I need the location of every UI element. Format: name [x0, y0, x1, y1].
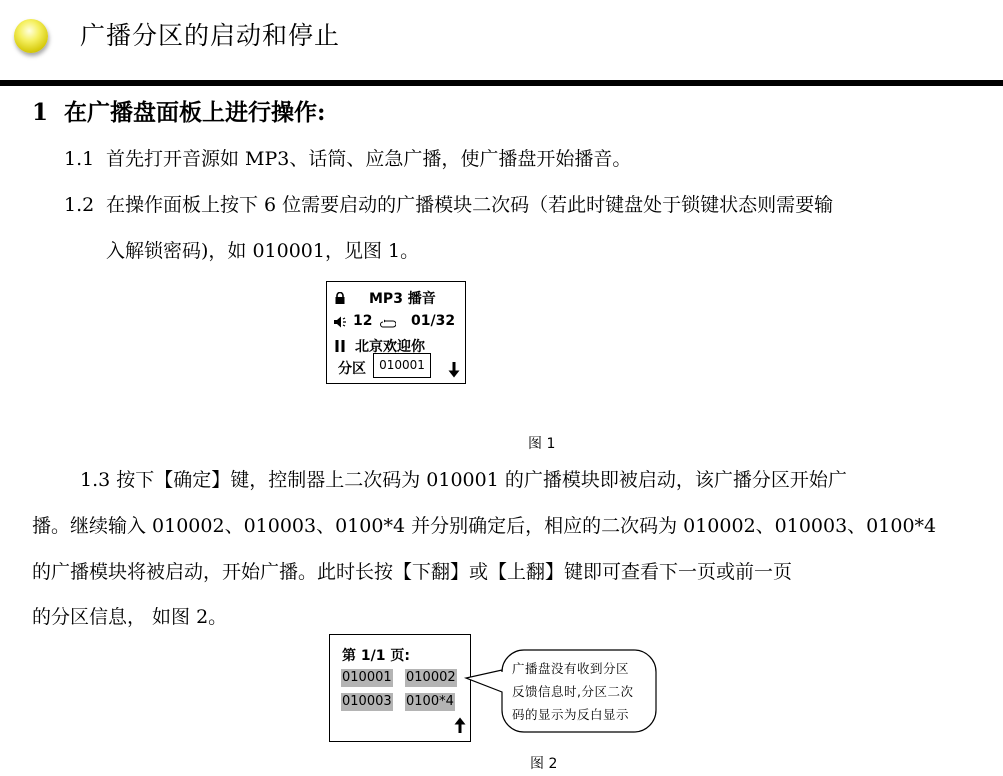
zone-label: 分区	[338, 361, 366, 377]
callout-line: 广播盘没有收到分区	[512, 661, 630, 676]
page-indicator: 第 1/1 页:	[342, 648, 410, 664]
callout-line: 码的显示为反白显示	[512, 707, 630, 722]
figure-1-caption: 图 1	[528, 436, 556, 452]
page-title: 广播分区的启动和停止	[80, 21, 341, 50]
volume-value: 12	[353, 313, 373, 329]
callout-text	[512, 657, 648, 726]
list-item	[64, 190, 833, 217]
figure-2-caption: 图 2	[530, 756, 558, 772]
title-divider	[0, 80, 1003, 86]
zone-code-cell: 010001	[342, 670, 392, 685]
paragraph-line: 的广播模块将被启动，开始广播。此时长按【下翻】或【上翻】键即可查看下一页或前一页	[32, 561, 793, 583]
loop-icon	[380, 319, 396, 329]
section-title: 在广播盘面板上进行操作:	[64, 99, 326, 126]
section-number: 1	[32, 99, 49, 126]
bullet-icon	[14, 19, 48, 53]
zone-code-cell: 010003	[342, 694, 392, 709]
paragraph-line: 1.3 按下【确定】键，控制器上二次码为 010001 的广播模块即被启动，该广播分区开始广	[80, 469, 847, 491]
zone-code-cell: 0100*4	[406, 694, 454, 709]
speaker-icon	[333, 315, 347, 329]
pause-icon	[335, 340, 345, 352]
item-number: 1.1	[64, 148, 95, 170]
paragraph-line: 播。继续输入 010002、010003、0100*4 并分别确定后，相应的二次码为 010002、010003、0100*4	[32, 515, 937, 537]
item-number: 1.2	[64, 194, 95, 216]
arrow-down-icon	[448, 362, 460, 378]
item-text-continued: 入解锁密码)，如 010001，见图 1。	[106, 240, 420, 262]
paragraph-line: 的分区信息， 如图 2。	[32, 606, 228, 628]
zone-code-box: 010001	[373, 353, 431, 378]
lock-icon	[334, 292, 346, 304]
figure-1-display	[326, 281, 466, 384]
item-text: 在操作面板上按下 6 位需要启动的广播模块二次码（若此时键盘处于锁键状态则需要输	[106, 194, 834, 216]
display-mode: MP3 播音	[369, 291, 436, 307]
zone-code-cell: 010002	[406, 670, 456, 685]
callout-line: 反馈信息时,分区二次	[512, 684, 634, 699]
list-item	[64, 144, 631, 171]
item-text: 首先打开音源如 MP3、话筒、应急广播，使广播盘开始播音。	[106, 148, 632, 170]
section-heading	[32, 94, 326, 127]
track-counter: 01/32	[411, 313, 456, 329]
figure-2-display	[329, 634, 471, 742]
display-message: 北京欢迎你	[355, 339, 425, 355]
